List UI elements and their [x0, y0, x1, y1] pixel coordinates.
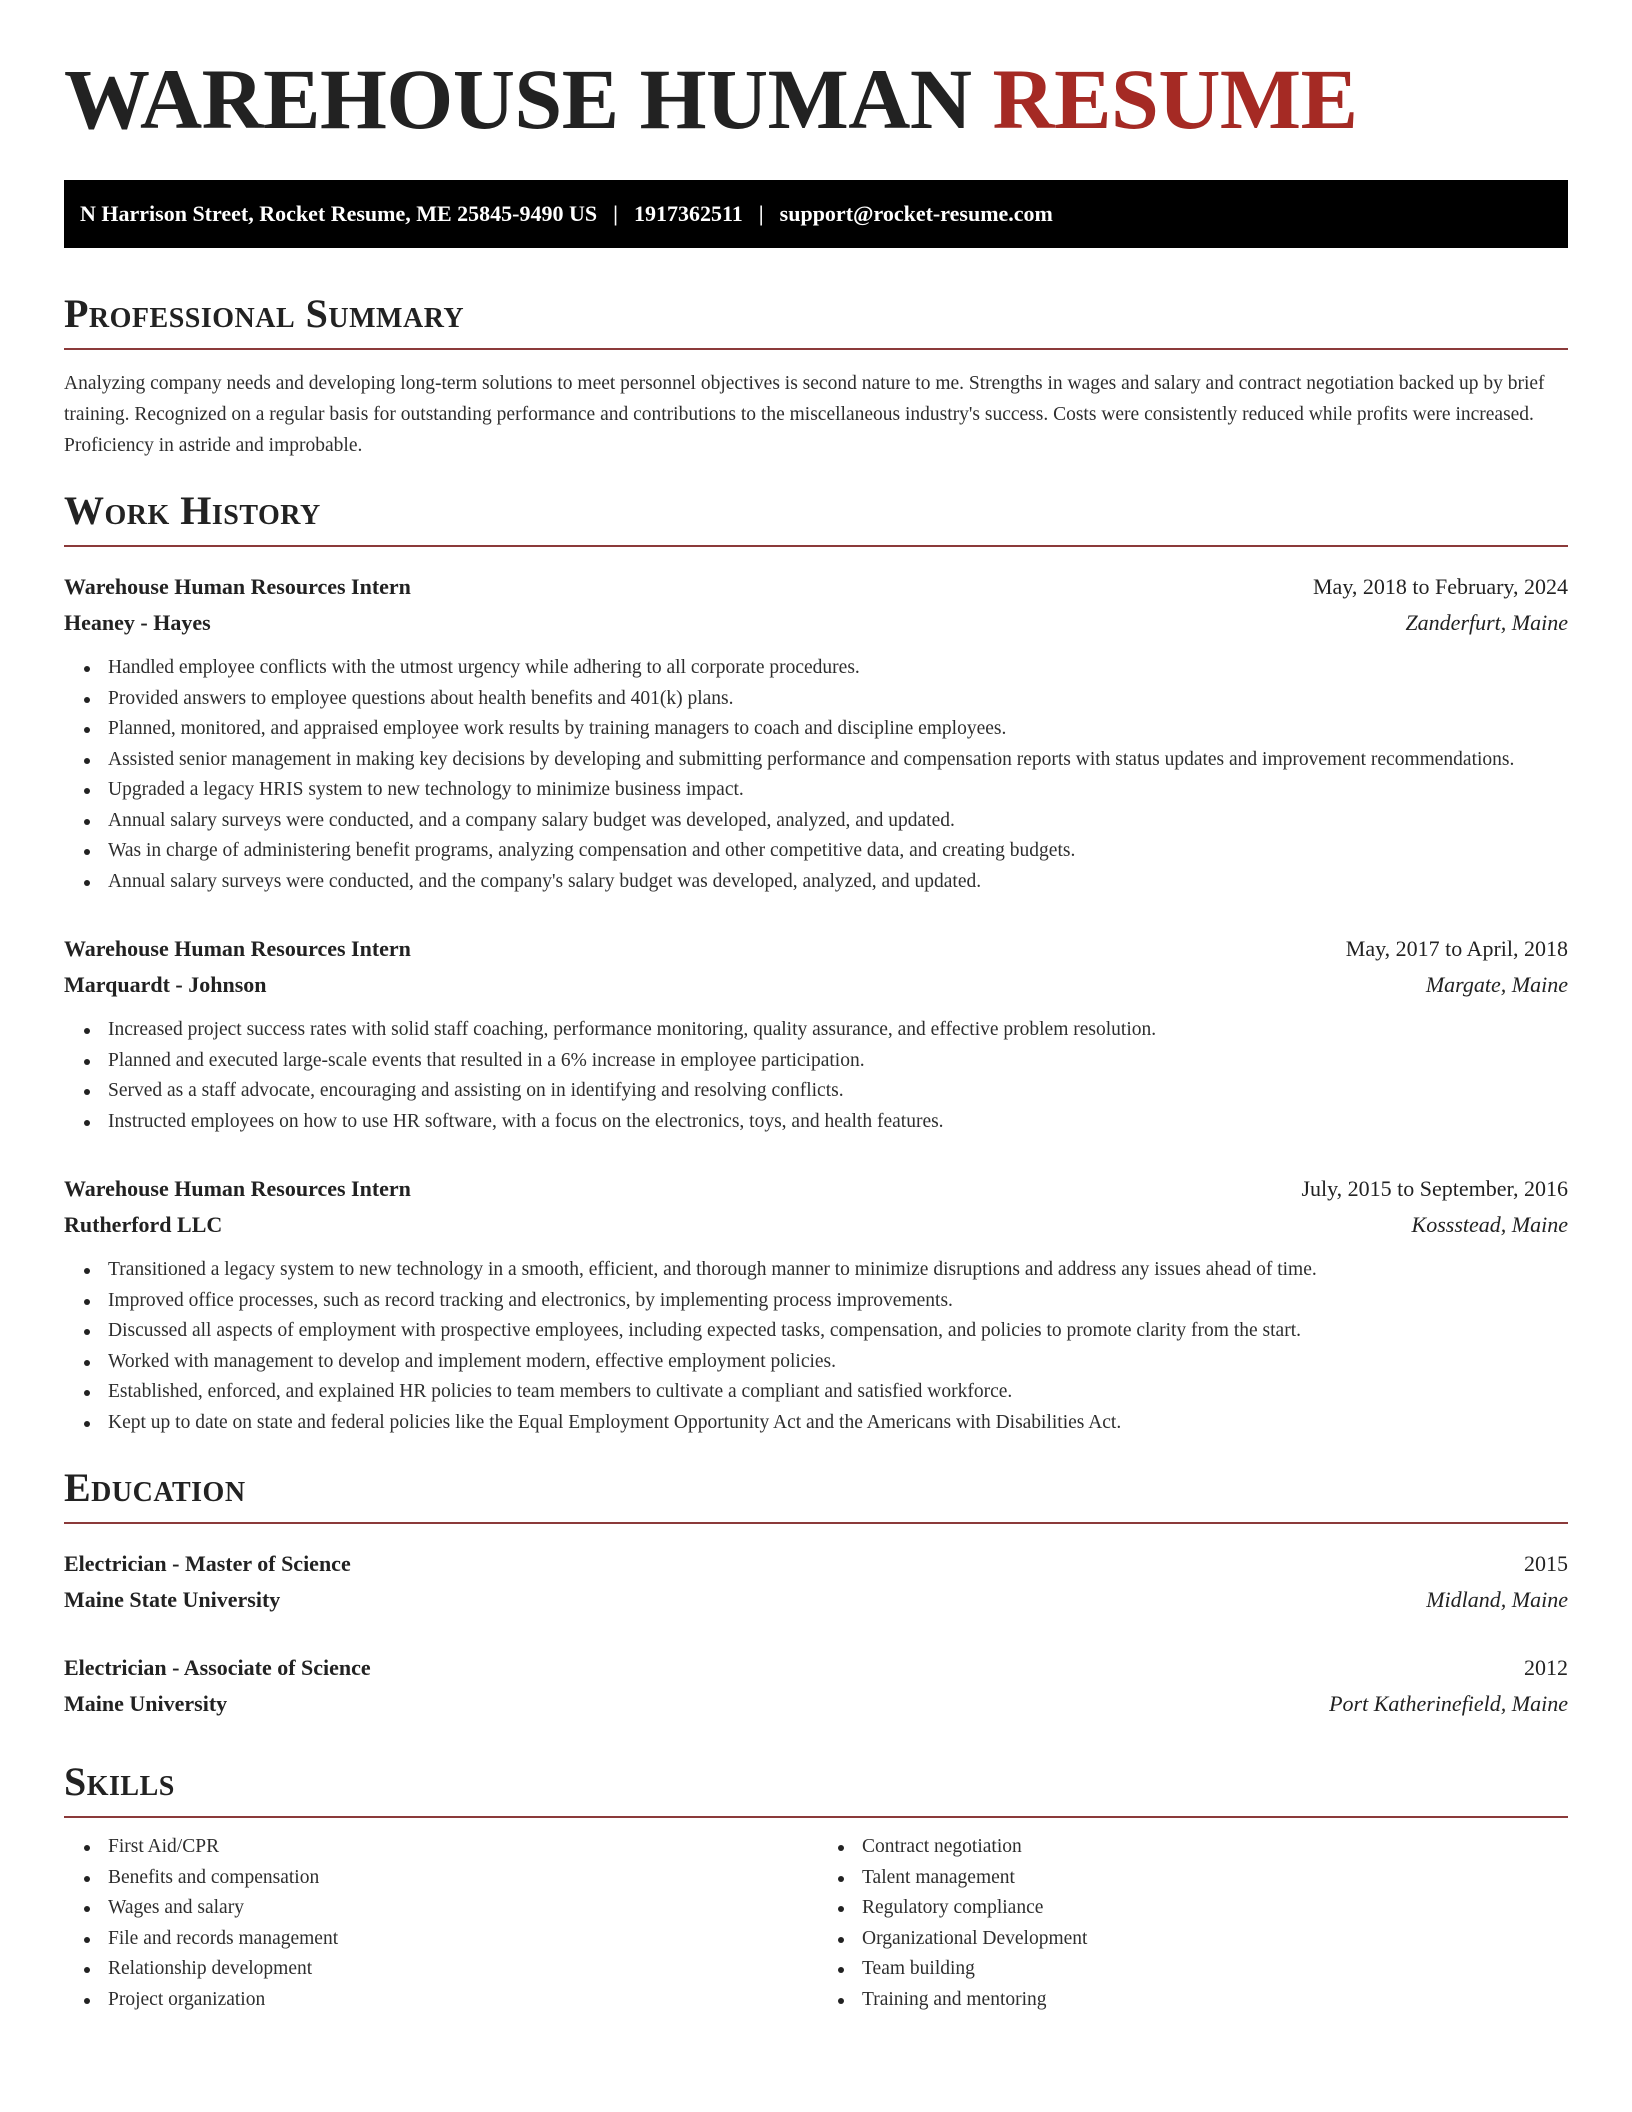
- education-degree-row: [64, 1650, 1568, 1686]
- skills-section: [64, 1760, 1568, 2015]
- skills-columns: [64, 1832, 1568, 2015]
- job-role: Warehouse Human Resources Intern: [64, 936, 411, 961]
- job-bullet: Upgraded a legacy HRIS system to new technology to minimize business impact.: [108, 775, 1568, 806]
- job-header-row: [64, 931, 1568, 967]
- education-degree-row: [64, 1546, 1568, 1582]
- job-bullet: Established, enforced, and explained HR policies to team members to cultivate a compliant and satisfied workforce.: [108, 1377, 1568, 1408]
- skill-item: First Aid/CPR: [108, 1832, 816, 1863]
- skill-item: File and records management: [108, 1924, 816, 1955]
- job-location: Margate, Maine: [1425, 972, 1568, 997]
- education-degree: Electrician - Associate of Science: [64, 1655, 371, 1680]
- skill-item: Team building: [862, 1954, 1568, 1985]
- job-header-row: [64, 569, 1568, 605]
- section-title-summary: Professional Summary: [64, 291, 465, 336]
- skill-item: Talent management: [862, 1863, 1568, 1894]
- job-dates: May, 2018 to February, 2024: [1313, 574, 1568, 599]
- section-title-skills: Skills: [64, 1759, 175, 1804]
- contact-address: N Harrison Street, Rocket Resume, ME 25845-9490 US: [80, 201, 598, 226]
- resume-title-main: WAREHOUSE HUMAN: [64, 51, 972, 147]
- job-bullet: Annual salary surveys were conducted, and a company salary budget was developed, analyzed, and updated.: [108, 806, 1568, 837]
- section-divider: [64, 1522, 1568, 1524]
- job-bullets: [64, 1255, 1568, 1438]
- contact-separator: |: [613, 201, 618, 226]
- section-divider: [64, 545, 1568, 547]
- job-role: Warehouse Human Resources Intern: [64, 574, 411, 599]
- professional-summary-section: [64, 292, 1568, 461]
- summary-text: Analyzing company needs and developing long-term solutions to meet personnel objectives is second nature to me. Strengths in wages and salary and contract negotiation backed up by brief training. Recognized on a regular basis for outstanding performance and contributions to the miscellaneous industry's success. Costs were consistently reduced while profits were increased. Proficiency in astride and improbable.: [64, 373, 1545, 456]
- job-bullet: Worked with management to develop and implement modern, effective employment policies.: [108, 1347, 1568, 1378]
- job-bullet: Planned and executed large-scale events that resulted in a 6% increase in employee participation.: [108, 1046, 1568, 1077]
- education-entry: [64, 1650, 1568, 1722]
- job-company: Heaney - Hayes: [64, 610, 211, 635]
- section-divider: [64, 348, 1568, 350]
- resume-title-accent: RESUME: [992, 51, 1358, 147]
- contact-email: support@rocket-resume.com: [779, 201, 1053, 226]
- job-bullet: Instructed employees on how to use HR software, with a focus on the electronics, toys, and health features.: [108, 1107, 1568, 1138]
- education-section: [64, 1466, 1568, 1722]
- skill-item: Benefits and compensation: [108, 1863, 816, 1894]
- education-school-row: [64, 1582, 1568, 1618]
- skill-item: Contract negotiation: [862, 1832, 1568, 1863]
- skill-item: Wages and salary: [108, 1893, 816, 1924]
- job-header-row: [64, 1171, 1568, 1207]
- skill-item: Organizational Development: [862, 1924, 1568, 1955]
- job-entry: [64, 931, 1568, 1137]
- job-bullet: Increased project success rates with solid staff coaching, performance monitoring, quality assurance, and effective problem resolution.: [108, 1015, 1568, 1046]
- job-entry: [64, 569, 1568, 897]
- job-dates: May, 2017 to April, 2018: [1345, 936, 1568, 961]
- resume-title: [64, 51, 1568, 147]
- skill-item: Relationship development: [108, 1954, 816, 1985]
- job-location: Kossstead, Maine: [1411, 1212, 1568, 1237]
- job-bullet: Handled employee conflicts with the utmost urgency while adhering to all corporate procedures.: [108, 653, 1568, 684]
- contact-bar: [64, 180, 1568, 248]
- education-year: 2012: [1524, 1655, 1568, 1680]
- education-school: Maine State University: [64, 1587, 281, 1612]
- job-bullet: Kept up to date on state and federal policies like the Equal Employment Opportunity Act and the Americans with Disabilities Act.: [108, 1408, 1568, 1439]
- job-bullet: Was in charge of administering benefit programs, analyzing compensation and other competitive data, and creating budgets.: [108, 836, 1568, 867]
- education-year: 2015: [1524, 1551, 1568, 1576]
- skill-item: Project organization: [108, 1985, 816, 2016]
- contact-separator: |: [758, 201, 764, 226]
- skill-item: Regulatory compliance: [862, 1893, 1568, 1924]
- job-location: Zanderfurt, Maine: [1405, 610, 1568, 635]
- job-bullet: Served as a staff advocate, encouraging and assisting on in identifying and resolving conflicts.: [108, 1076, 1568, 1107]
- job-bullets: [64, 653, 1568, 897]
- contact-phone: 1917362511: [634, 201, 743, 226]
- job-dates: July, 2015 to September, 2016: [1301, 1176, 1568, 1201]
- section-title-education: Education: [64, 1465, 246, 1510]
- skills-list-left: [64, 1832, 816, 2015]
- education-school: Maine University: [64, 1691, 228, 1716]
- section-title-work: Work History: [64, 488, 321, 533]
- skills-list-right: [816, 1832, 1568, 2015]
- job-company: Marquardt - Johnson: [64, 972, 267, 997]
- education-location: Midland, Maine: [1426, 1587, 1568, 1612]
- education-entry: [64, 1546, 1568, 1618]
- education-location: Port Katherinefield, Maine: [1329, 1691, 1568, 1716]
- job-bullet: Assisted senior management in making key decisions by developing and submitting performance and compensation reports with status updates and improvement recommendations.: [108, 745, 1568, 776]
- job-bullet: Improved office processes, such as record tracking and electronics, by implementing process improvements.: [108, 1286, 1568, 1317]
- job-bullet: Annual salary surveys were conducted, and the company's salary budget was developed, analyzed, and updated.: [108, 867, 1568, 898]
- job-bullet: Discussed all aspects of employment with prospective employees, including expected tasks, compensation, and policies to promote clarity from the start.: [108, 1316, 1568, 1347]
- job-bullet: Planned, monitored, and appraised employee work results by training managers to coach and discipline employees.: [108, 714, 1568, 745]
- job-bullet: Transitioned a legacy system to new technology in a smooth, efficient, and thorough manner to minimize disruptions and address any issues ahead of time.: [108, 1255, 1568, 1286]
- job-entry: [64, 1171, 1568, 1438]
- education-school-row: [64, 1686, 1568, 1722]
- job-company: Rutherford LLC: [64, 1212, 223, 1237]
- job-company-row: [64, 967, 1568, 1003]
- job-role: Warehouse Human Resources Intern: [64, 1176, 411, 1201]
- education-degree: Electrician - Master of Science: [64, 1551, 351, 1576]
- section-divider: [64, 1816, 1568, 1818]
- job-bullet: Provided answers to employee questions about health benefits and 401(k) plans.: [108, 684, 1568, 715]
- job-company-row: [64, 1207, 1568, 1243]
- skill-item: Training and mentoring: [862, 1985, 1568, 2016]
- work-history-section: [64, 489, 1568, 1438]
- job-company-row: [64, 605, 1568, 641]
- job-bullets: [64, 1015, 1568, 1137]
